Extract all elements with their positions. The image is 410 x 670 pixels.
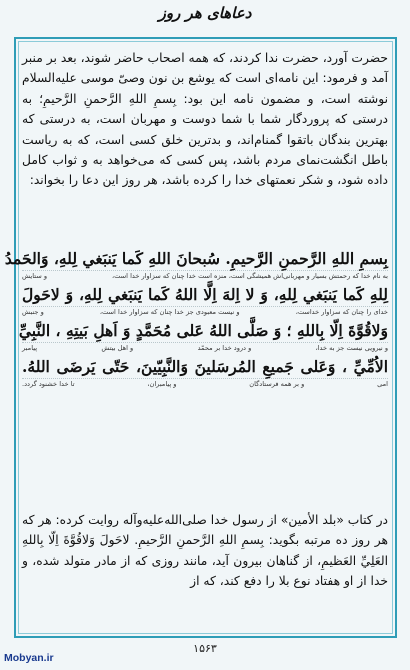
page-title: دعاهای هر روز — [158, 4, 252, 22]
brand-watermark[interactable]: Mobyan.ir — [4, 652, 54, 664]
prayer-arabic-4: الاُمِّيِّ ، وَعَلى جَميعِ المُرسَلينَ وَالنَّبِيّينَ، حَتّى يَرضَى اللهُ. — [22, 357, 388, 376]
translation-segment: و بر همه فرستادگان — [249, 380, 305, 388]
prayer-line-1 — [4, 248, 388, 281]
translation-segment: پیامبر — [22, 344, 38, 352]
translation-segment: خدای را چنان که سزاوار خداست، — [295, 308, 388, 316]
prayer-arabic-1: بِسمِ اللهِ الرَّحمنِ الرَّحيمِ. سُبحانَ اللهِ كَما يَنبَغي لِلهِ، وَالحَمدُ — [4, 249, 388, 268]
prayer-translation-3 — [22, 342, 388, 353]
translation-segment: و ستایش — [22, 272, 48, 280]
prayer-translation-1 — [22, 270, 388, 281]
intro-paragraph: حضرت آورد، حضرت ندا کردند، که همه اصحاب حاضر شوند، بعد بر منبر آمد و فرمود: این نامه‌ای است که یوشع بن نون وصیّ موسی عليه‌السلام نوشته است، و مضمون نامه این بود: بِسمِ اللهِ الرَّحمنِ الرَّحيمِ؛ به درستی که پروردگار شما با شما دوست و مهربان است، به درستی که بهترین بندگان باتقوا گمنام‌اند، و بدترین خلق کسی است، که به ریاست باطل انگشت‌نمای مردم باشد، پس کسی که می‌خواهد به و ثواب کامل داده شود، و شکر نعمتهای خدا را کرده باشد، هر روز این دعا را بخواند: — [22, 51, 388, 188]
page-header — [0, 0, 410, 40]
prayer-translation-2 — [22, 306, 388, 317]
translation-segment: و جنبش — [22, 308, 44, 316]
prayer-line-4 — [22, 356, 388, 389]
translation-segment: و درود خدا بر محمّد — [197, 344, 252, 352]
page-number: ۱۵۶۳ — [193, 642, 217, 655]
translation-segment: امی — [377, 380, 388, 388]
prayer-line-2 — [22, 284, 388, 317]
closing-paragraph: در کتاب «بلد الأمين» از رسول خدا صلی‌الله‌علیه‌وآله روایت کرده: هر که هر روز ده مرتبه بگوید: بِسمِ اللهِ الرَّحمنِ الرَّحيمِ. لاحَولَ وَلاقُوَّةَ اِلّا بِاللهِ العَلِيِّ العَظيمِ، از گناهان بیرون آید، مانند روزی که از مادر متولد شده، و خدا از او هفتاد نوع بلا را دفع کند، که از — [22, 513, 388, 589]
prayer-translation-4 — [22, 378, 388, 389]
translation-segment: و نیست معبودی جز خدا چنان که سزاوار خدا است، — [99, 308, 240, 316]
translation-segment: و اهل بیتش — [101, 344, 134, 352]
page-content — [4, 48, 388, 633]
translation-segment: به نام خدا که رحمتش بسیار و مهربانی‌اش همیشگی است، منزه است خدا چنان که سزاوار خدا است، — [112, 272, 388, 280]
prayer-line-3 — [18, 320, 388, 353]
translation-segment: و نیرویی نیست جز به خدا، — [315, 344, 388, 352]
translation-segment: و پیامبران، — [147, 380, 177, 388]
prayer-arabic-2: لِلهِ كَما يَنبَغي لِلهِ، وَ لا اِلهَ اِلَّا اللهُ كَما يَنبَغي لِلهِ، وَ لاحَولَ — [22, 285, 388, 304]
prayer-arabic-3: وَلاقُوَّةَ اِلّا بِاللهِ ؛ وَ صَلَّى اللهُ عَلى مُحَمَّدٍ وَ اَهلِ بَيتِهِ ، النَّبِيِّ — [18, 321, 388, 340]
translation-segment: تا خدا خشنود گردد. — [22, 380, 75, 388]
